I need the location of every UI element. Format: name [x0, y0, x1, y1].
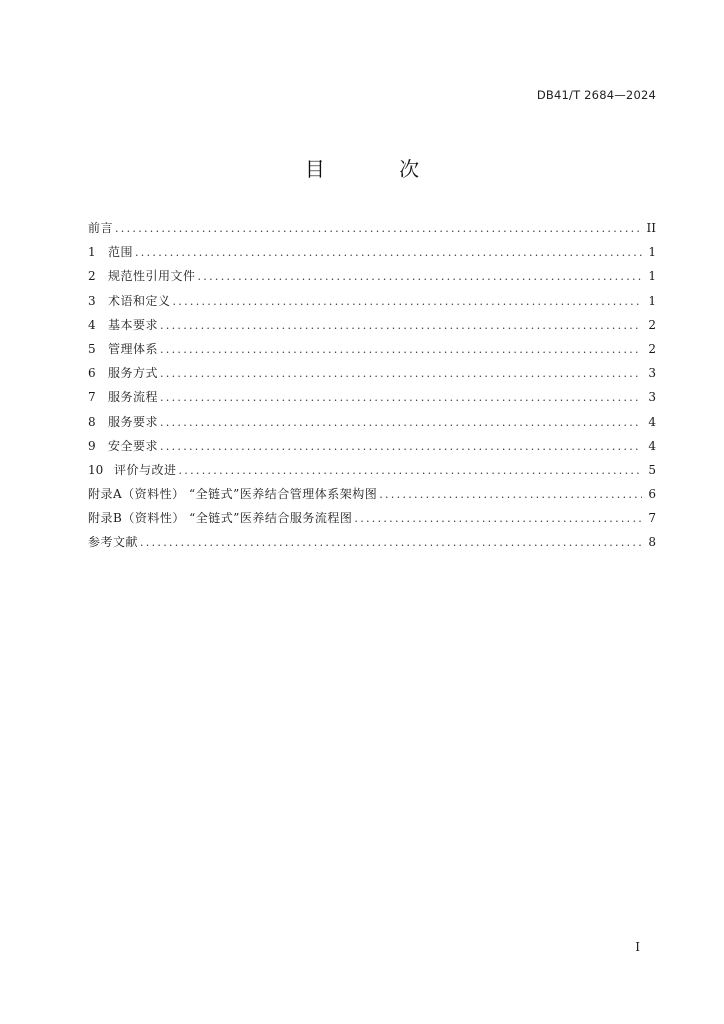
- standard-code: DB41/T 2684—2024: [536, 88, 656, 102]
- toc-entry-service-process[interactable]: [88, 387, 656, 411]
- toc-entry-foreword[interactable]: [88, 218, 656, 242]
- toc-number: 7: [88, 390, 96, 405]
- toc-leader-dots: [160, 413, 642, 433]
- toc-label: 服务要求: [108, 414, 159, 429]
- toc-entry-bibliography[interactable]: [88, 532, 656, 556]
- toc-entry-appendix-b[interactable]: [88, 508, 656, 532]
- toc-number: 2: [88, 269, 96, 284]
- toc-page-number: 8: [648, 535, 656, 550]
- toc-leader-dots: [140, 533, 642, 553]
- toc-entry-management-system[interactable]: [88, 339, 656, 363]
- toc-leader-dots: [160, 388, 642, 408]
- toc-entry-service-requirements[interactable]: [88, 412, 656, 436]
- toc-entry-appendix-a[interactable]: [88, 484, 656, 508]
- toc-leader-dots: [198, 267, 642, 287]
- toc-leader-dots: [160, 316, 642, 336]
- toc-label: 参考文献: [88, 535, 139, 550]
- toc-number: 10: [88, 462, 104, 477]
- toc-page-number: 1: [648, 245, 656, 260]
- toc-page-number: 3: [648, 366, 656, 381]
- toc-entry-terms-definitions[interactable]: [88, 291, 656, 315]
- toc-entry-evaluation-improvement[interactable]: [88, 460, 656, 484]
- page-number: I: [635, 940, 640, 954]
- toc-number: 1: [88, 245, 96, 260]
- toc-number: 5: [88, 341, 96, 356]
- toc-number: 4: [88, 317, 96, 332]
- toc-leader-dots: [354, 509, 642, 529]
- toc-number: 8: [88, 414, 96, 429]
- toc-label: 术语和定义: [108, 293, 171, 308]
- page-title: 目 次: [304, 157, 454, 181]
- toc-leader-dots: [160, 364, 642, 384]
- toc-leader-dots: [160, 340, 642, 360]
- toc-label: 基本要求: [108, 317, 159, 332]
- toc-label: 服务流程: [108, 390, 159, 405]
- toc-label: 管理体系: [108, 341, 159, 356]
- toc-entry-safety-requirements[interactable]: [88, 436, 656, 460]
- toc-page-number: 1: [648, 293, 656, 308]
- toc-page-number: 4: [648, 414, 656, 429]
- toc-page-number: 2: [648, 317, 656, 332]
- toc-page-number: 3: [648, 390, 656, 405]
- toc-number: 6: [88, 366, 96, 381]
- toc-entry-service-mode[interactable]: [88, 363, 656, 387]
- toc-label: 前言: [88, 221, 114, 235]
- toc-page-number: 4: [648, 438, 656, 453]
- toc-leader-dots: [173, 292, 642, 312]
- toc-leader-dots: [135, 243, 642, 263]
- toc-page-number: 5: [648, 462, 656, 477]
- toc-page-number: 1: [648, 269, 656, 284]
- toc-label: 评价与改进: [114, 462, 177, 477]
- toc-entry-scope[interactable]: [88, 242, 656, 266]
- toc-leader-dots: [379, 485, 642, 505]
- toc-page-number: 2: [648, 341, 656, 356]
- toc-page-number: II: [646, 221, 656, 235]
- toc-leader-dots: [160, 437, 642, 457]
- toc-page-number: 7: [648, 511, 656, 526]
- toc-entry-normative-references[interactable]: [88, 266, 656, 290]
- toc-leader-dots: [115, 219, 642, 239]
- toc-page-number: 6: [648, 487, 656, 502]
- toc-leader-dots: [179, 461, 642, 481]
- toc-label: 附录A（资料性） “全链式”医养结合管理体系架构图: [88, 487, 378, 502]
- toc-label: 规范性引用文件: [108, 269, 196, 284]
- toc-number: 9: [88, 438, 96, 453]
- toc-label: 范围: [108, 245, 134, 260]
- toc-label: 安全要求: [108, 438, 159, 453]
- toc-label: 附录B（资料性） “全链式”医养结合服务流程图: [88, 511, 353, 526]
- toc-number: 3: [88, 293, 96, 308]
- toc-label: 服务方式: [108, 366, 159, 381]
- table-of-contents: [88, 218, 656, 557]
- toc-entry-basic-requirements[interactable]: [88, 315, 656, 339]
